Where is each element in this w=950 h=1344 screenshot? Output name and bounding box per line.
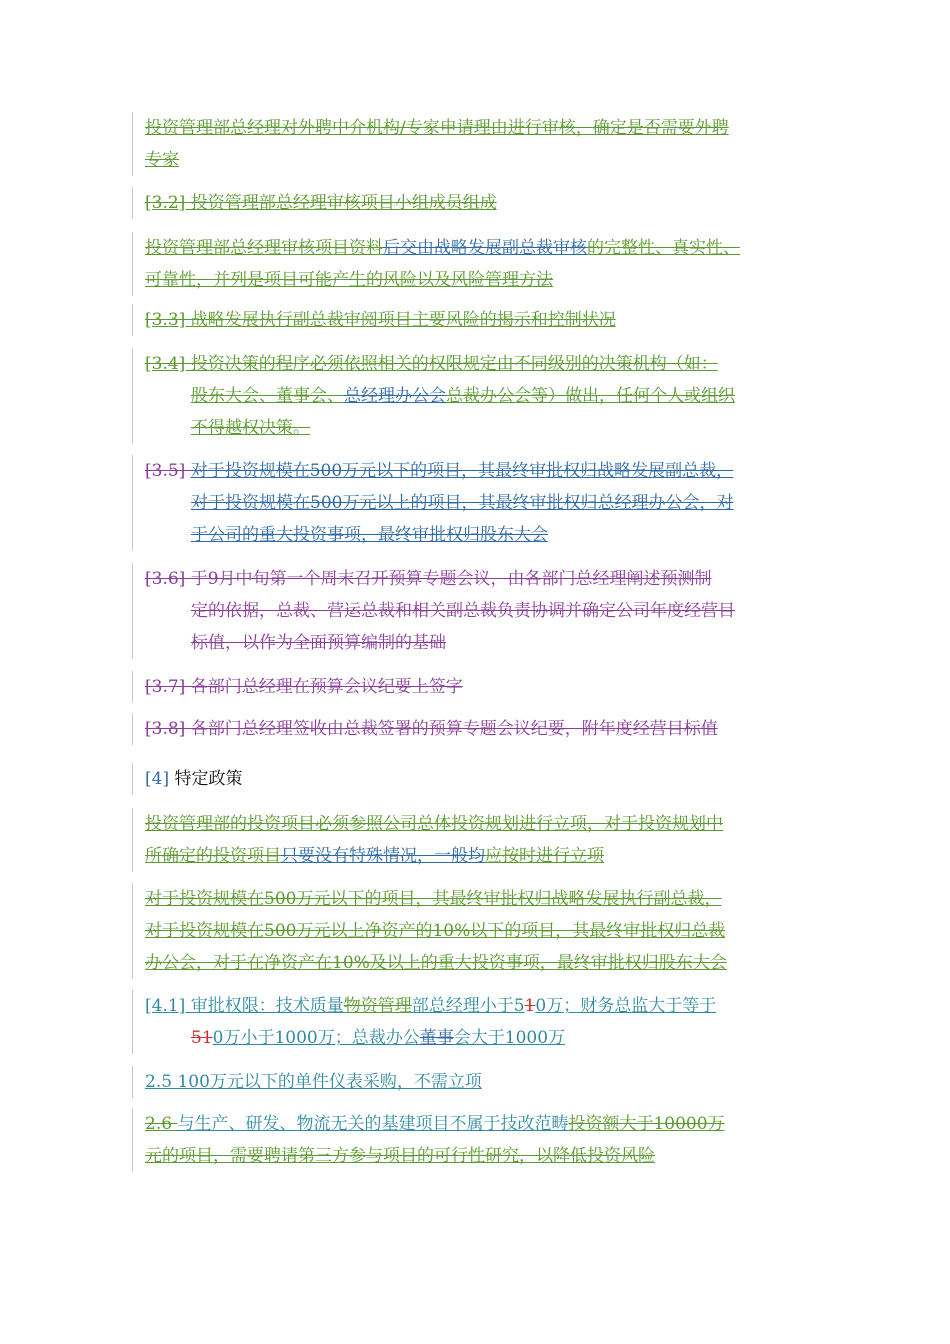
paragraph-line — [145, 487, 825, 519]
paragraph-line — [145, 563, 825, 595]
text-run: 后交由战略发展副总裁审核 — [383, 238, 587, 258]
paragraph-line — [145, 1140, 825, 1172]
tracked-paragraph — [132, 232, 825, 296]
tracked-paragraph — [132, 563, 825, 659]
tracked-paragraph — [132, 455, 825, 551]
tracked-paragraph — [132, 990, 825, 1054]
paragraph-line — [145, 627, 825, 659]
tracked-paragraph — [132, 713, 825, 745]
text-run: [3.5] — [145, 461, 191, 481]
paragraph-line — [145, 144, 825, 176]
text-run: 投资管理部总经理审核项目资料 — [145, 238, 383, 258]
text-run: 会大于1000万 — [453, 1028, 566, 1048]
text-run: 与生产、研发、物流无关的基建项目不属于技改范畴 — [177, 1114, 569, 1134]
paragraph-line — [145, 232, 825, 264]
paragraph-line — [145, 883, 825, 915]
paragraph-line — [145, 713, 825, 745]
tracked-paragraph — [132, 187, 825, 219]
paragraph-line — [145, 112, 825, 144]
paragraph-line — [145, 455, 825, 487]
text-run: 总经理办公会 — [344, 386, 446, 406]
paragraph-line — [145, 304, 825, 336]
text-run: 董事 — [419, 1028, 454, 1048]
paragraph-line — [145, 412, 825, 444]
text-run: 不得越权决策。 — [191, 418, 310, 438]
text-run: 定的依据，总裁、营运总裁和相关副总裁负责协调并确定公司年度经营目 — [191, 601, 735, 621]
text-run: 可靠性，并列是项目可能产生的风险以及风险管理方法 — [145, 270, 553, 290]
text-run: 技术质量 — [275, 996, 344, 1016]
paragraph-line — [145, 264, 825, 296]
paragraph-line — [145, 671, 825, 703]
text-run: 总裁办公会等）做出，任何个人或组织 — [446, 386, 735, 406]
paragraph-line — [145, 380, 825, 412]
text-run: [3.4] 投资决策的程序必须依照相关的权限规定由不同级别的决策机构（如： — [145, 354, 718, 374]
text-run: 元的项目，需要聘请第三方参与项目的可行性研究，以降低投资风险 — [145, 1146, 655, 1166]
text-run: 于公司的重大投资事项，最终审批权归股东大会 — [191, 525, 548, 545]
paragraph-line — [145, 1108, 825, 1140]
text-run: 投资管理部总经理对外聘中介机构/专家申请理由进行审核，确定是否需要外聘 — [145, 118, 729, 138]
text-run: 的完整性、真实性、 — [587, 238, 740, 258]
paragraph-line — [145, 348, 825, 380]
text-run: [3.3] 战略发展执行副总裁审阅项目主要风险的揭示和控制状况 — [145, 310, 616, 330]
paragraph-line — [145, 519, 825, 551]
paragraph-line — [145, 915, 825, 947]
tracked-paragraph — [132, 671, 825, 703]
text-run: 只要没有特殊情况，一般均 — [281, 846, 485, 866]
paragraph-line — [145, 947, 825, 979]
text-run: 专家 — [145, 150, 179, 170]
text-run: 2.5 100万元以下的单件仪表采购，不需立项 — [145, 1072, 482, 1092]
tracked-paragraph — [132, 1108, 825, 1172]
tracked-paragraph — [132, 808, 825, 872]
text-run: 应按时进行立项 — [485, 846, 604, 866]
text-run: 1 — [524, 996, 536, 1016]
text-run: 股东大会、董事会、 — [191, 386, 344, 406]
paragraph-line — [145, 1066, 825, 1098]
text-run: 投资管理部的投资项目必须参照公司总体投资规划进行立项，对于投资规划中 — [145, 814, 723, 834]
paragraph-line — [145, 1022, 825, 1054]
text-run: 对于投资规模在500万元以上的项目，其最终审批权归总经理办公会，对 — [191, 493, 734, 513]
text-run: [3.7] 各部门总经理在预算会议纪要上签字 — [145, 677, 463, 697]
text-run: 0万小于1000万；总裁办公 — [212, 1028, 420, 1048]
text-run: [3.2] 投资管理部总经理审核项目小组成员组成 — [145, 193, 497, 213]
text-run: [4.1] 审批权限： — [145, 996, 276, 1016]
text-run: 0万；财务总监大于等于 — [535, 996, 717, 1016]
paragraph-line — [145, 990, 825, 1022]
text-run: [3.6] 于9月中旬第一个周末召开预算专题会议，由各部门总经理阐述预测制 — [145, 569, 712, 589]
text-run: [3.8] 各部门总经理签收由总裁签署的预算专题会议纪要，附年度经营目标值 — [145, 719, 718, 739]
paragraph-line — [145, 595, 825, 627]
tracked-paragraph — [132, 348, 825, 444]
text-run: 部总经理小于5 — [411, 996, 525, 1016]
text-run: 特定政策 — [174, 769, 243, 789]
paragraph-line — [145, 763, 825, 795]
text-run: 办公会，对于在净资产在10%及以上的重大投资事项，最终审批权归股东大会 — [145, 953, 727, 973]
text-run: 5 — [191, 1028, 202, 1048]
tracked-paragraph — [132, 304, 825, 336]
text-run: 对于投资规模在500万元以下的项目，其最终审批权归战略发展副总裁， — [190, 461, 734, 481]
text-run: 1 — [201, 1028, 213, 1048]
paragraph-line — [145, 187, 825, 219]
tracked-paragraph — [132, 1066, 825, 1098]
text-run: 物资管理 — [343, 996, 412, 1016]
tracked-paragraph — [132, 112, 825, 176]
text-run: 对于投资规模在500万元以上净资产的10%以下的项目，其最终审批权归总裁 — [145, 921, 726, 941]
paragraph-line — [145, 808, 825, 840]
paragraph-line — [145, 840, 825, 872]
text-run: 对于投资规模在500万元以下的项目，其最终审批权归战略发展执行副总裁， — [145, 889, 722, 909]
text-run: 2.6 — [145, 1114, 178, 1134]
text-run: 标值，以作为全面预算编制的基础 — [191, 633, 446, 653]
tracked-paragraph — [132, 883, 825, 979]
text-run: 所确定的投资项目 — [145, 846, 281, 866]
text-run: [4] — [145, 769, 175, 789]
section-heading — [132, 763, 825, 795]
text-run: 投资额大于10000万 — [568, 1114, 725, 1134]
